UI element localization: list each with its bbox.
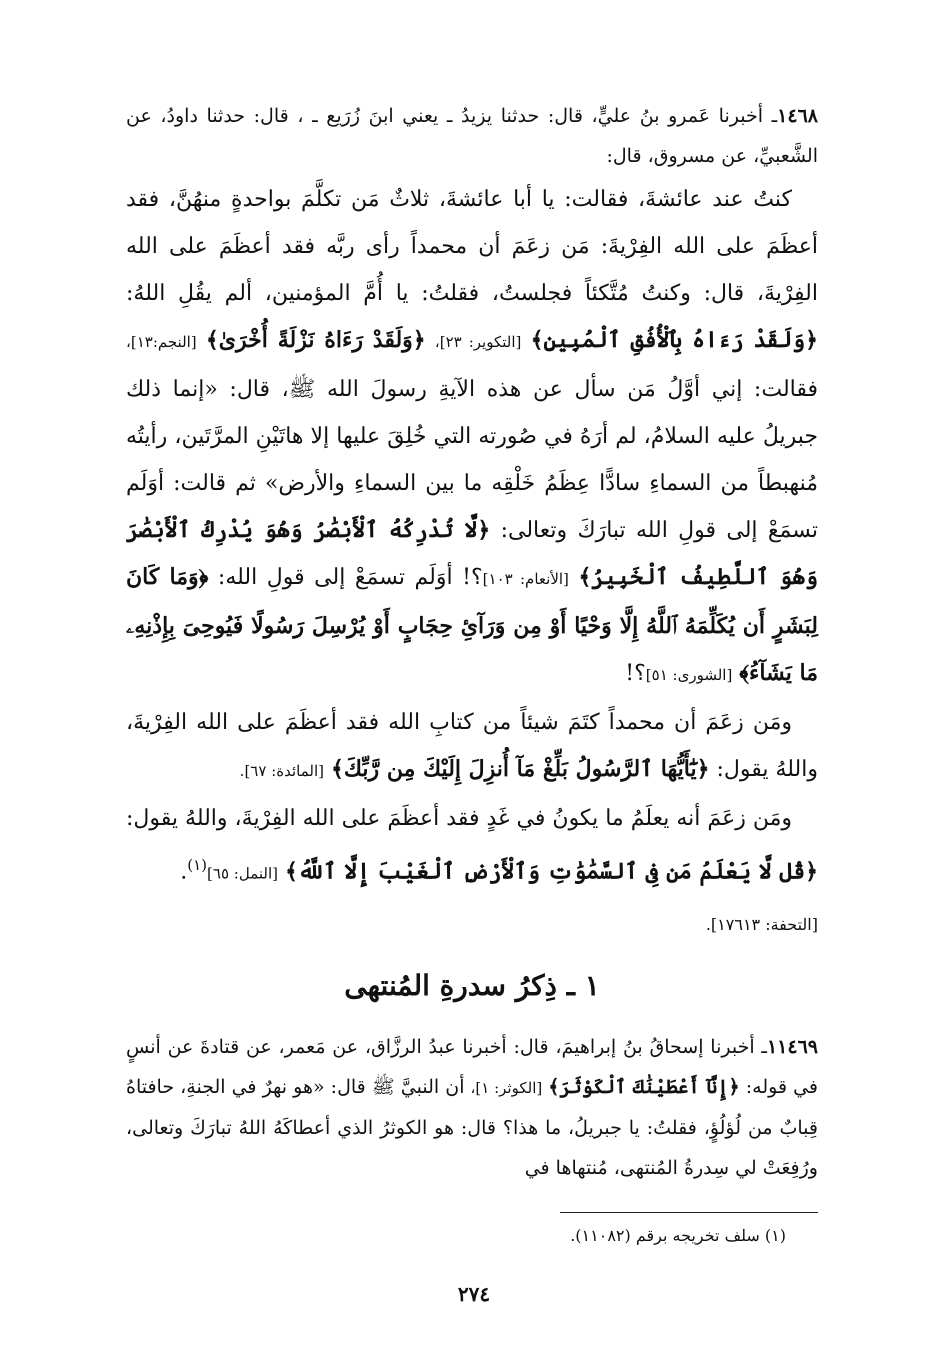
quran-ref: [التكوير: ٢٣]، [434, 333, 522, 351]
matn-part-1: كنتُ عند عائشةَ، فقالت: يا أبا عائشةَ، ثلاثٌ مَن تكلَّمَ بواحدةٍ منهُنَّ، فقد أعظَمَ على الله الفِرْيةَ: مَن زعَمَ أن محمداً رأى ربَّه فقد أعظَمَ على الله الفِرْيةَ، قال: وكنتُ مُتَّكئاً فجلستُ، فقلتُ: يا أُمَّ المؤمنين، ألم يقُلِ اللهُ: [126, 187, 818, 306]
claim-text: ومَن زعَمَ أنه يعلَمُ ما يكونُ في غَدٍ فقد أعظَمَ على الله الفِرْيةَ، واللهُ يقول: [126, 806, 792, 831]
quran-quote: ﴿يَٰٓأَيُّهَا ٱلرَّسُولُ بَلِّغْ مَآ أُنزِلَ إِلَيْكَ مِن رَّبِّكَ﴾ [330, 756, 710, 782]
page-body [126, 96, 818, 1188]
hadith-1469 [126, 1027, 818, 1188]
quran-ref: [الأنعام: ١٠٣] [482, 570, 569, 588]
hadith-number: ١٤٦٨ [777, 105, 818, 127]
quran-quote: ﴿وَلَقَدْ رَءَاهُ بِٱلْأُفُقِ ٱلْمُبِينِ﴾ [530, 327, 818, 353]
matn-text: أن النبيَّ ﷺ قال: «هو نهرٌ في الجنةِ، حافتاهُ قِبابٌ من لُؤلُؤٍ، فقلتُ: يا جبريلُ، ما هذا؟ قال: هو الكوثرُ الذي أعطاكَهُ اللهُ تبارَكَ وتعالى، ورُفِعَتْ لي سِدرةُ المُنتهى، مُنتهاها في [126, 1076, 818, 1180]
matn-part-3: ؟! أوَلَم تسمَعْ إلى قولِ الله: [217, 565, 483, 590]
matn-part-4: ؟! [625, 661, 646, 686]
hadith-1468-isnad [126, 96, 818, 176]
quran-ref: [الكوثر: ١]، [470, 1079, 543, 1098]
isnad-text: ـ أخبرنا إسحاقُ بنُ إبراهيمَ، قال: أخبرنا عبدُ الرزَّاق، عن مَعمر، عن قتادةَ عن أنسٍ في قوله: [126, 1036, 819, 1099]
quran-ref: [المائدة: ٦٧]. [239, 762, 324, 780]
quran-ref: [الشورى: ٥١] [645, 666, 733, 684]
quran-quote: ﴿وَلَقَدْ رَءَاهُ نَزْلَةً أُخْرَىٰ﴾ [205, 327, 426, 353]
page-number: ٢٧٤ [457, 1282, 491, 1306]
quran-ref: [النجم:١٣]، [126, 333, 197, 351]
footnote-divider [560, 1212, 818, 1213]
quran-quote: ﴿لَّا تُدْرِكُهُ ٱلْأَبْصَٰرُ وَهُوَ يُدْرِكُ ٱلْأَبْصَٰرَ وَهُوَ ٱللَّطِيفُ ٱلْخَبِيرُ﴾ [126, 517, 818, 590]
hadith-1468-second-claim [126, 699, 818, 795]
quran-ref: [النمل: ٦٥] [207, 864, 278, 883]
hadith-number: ١١٤٦٩ [766, 1036, 818, 1059]
quran-quote: ﴿وَمَا كَانَ لِبَشَرٍ أَن يُكَلِّمَهُ ٱللَّهُ إِلَّا وَحْيًا أَوْ مِن وَرَآئِ حِجَابٍ أَوْ يُرْسِلَ رَسُولًا فَيُوحِىَ بِإِذْنِهِۦ مَا يَشَآءُ﴾ [126, 564, 818, 686]
quran-quote: ﴿إِنَّآ أَعْطَيْنَٰكَ ٱلْكَوْثَرَ﴾ [548, 1076, 740, 1099]
hadith-1468-matn [126, 176, 818, 699]
quran-quote: ﴿قُل لَّا يَعْلَمُ مَن فِى ٱلسَّمَٰوَٰتِ وَٱلْأَرْضِ ٱلْغَيْبَ إِلَّا ٱللَّهُ﴾ [285, 858, 818, 885]
section-heading: ١ ـ ذِكرُ سدرةِ المُنتهى [344, 969, 600, 1003]
tuhfa-reference: [التحفة: ١٧٦١٣]. [705, 915, 818, 935]
matn-part-2: فقالت: إني أوَّلُ مَن سأل عن هذه الآيةِ رسولَ الله ﷺ، قال: «إنما ذلك جبريلُ عليه السلامُ، لم أرَهُ في صُورته التي خُلِقَ عليها إلا هاتَيْنِ المرَّتَين، رأيتُه مُنهبطاً من السماءِ سادًّا عِظَمُ خَلْقِه ما بين السماءِ والأرض» ثم قالت: أوَلَم تسمَعْ إلى قولِ الله تبارَكَ وتعالى: [126, 377, 819, 543]
sentence-end: . [180, 859, 188, 885]
isnad-text: ـ أخبرنا عَمرو بنُ عليٍّ، قال: حدثنا يزيدُ ـ يعني ابنَ زُرَيع ـ ، قال: حدثنا داودُ، عن الشَّعبيِّ، عن مسروق، قال: [126, 105, 818, 167]
hadith-1468-third-claim [126, 795, 818, 897]
footnote: (١) سلف تخريجه برقم (١١٠٨٢). [570, 1226, 786, 1245]
claim-text: ومَن زعَمَ أن محمداً كتَمَ شيئاً من كتابِ الله فقد أعظَمَ على الله الفِرْيةَ، واللهُ يقول: [126, 710, 818, 782]
footnote-marker: (١) [187, 856, 208, 874]
